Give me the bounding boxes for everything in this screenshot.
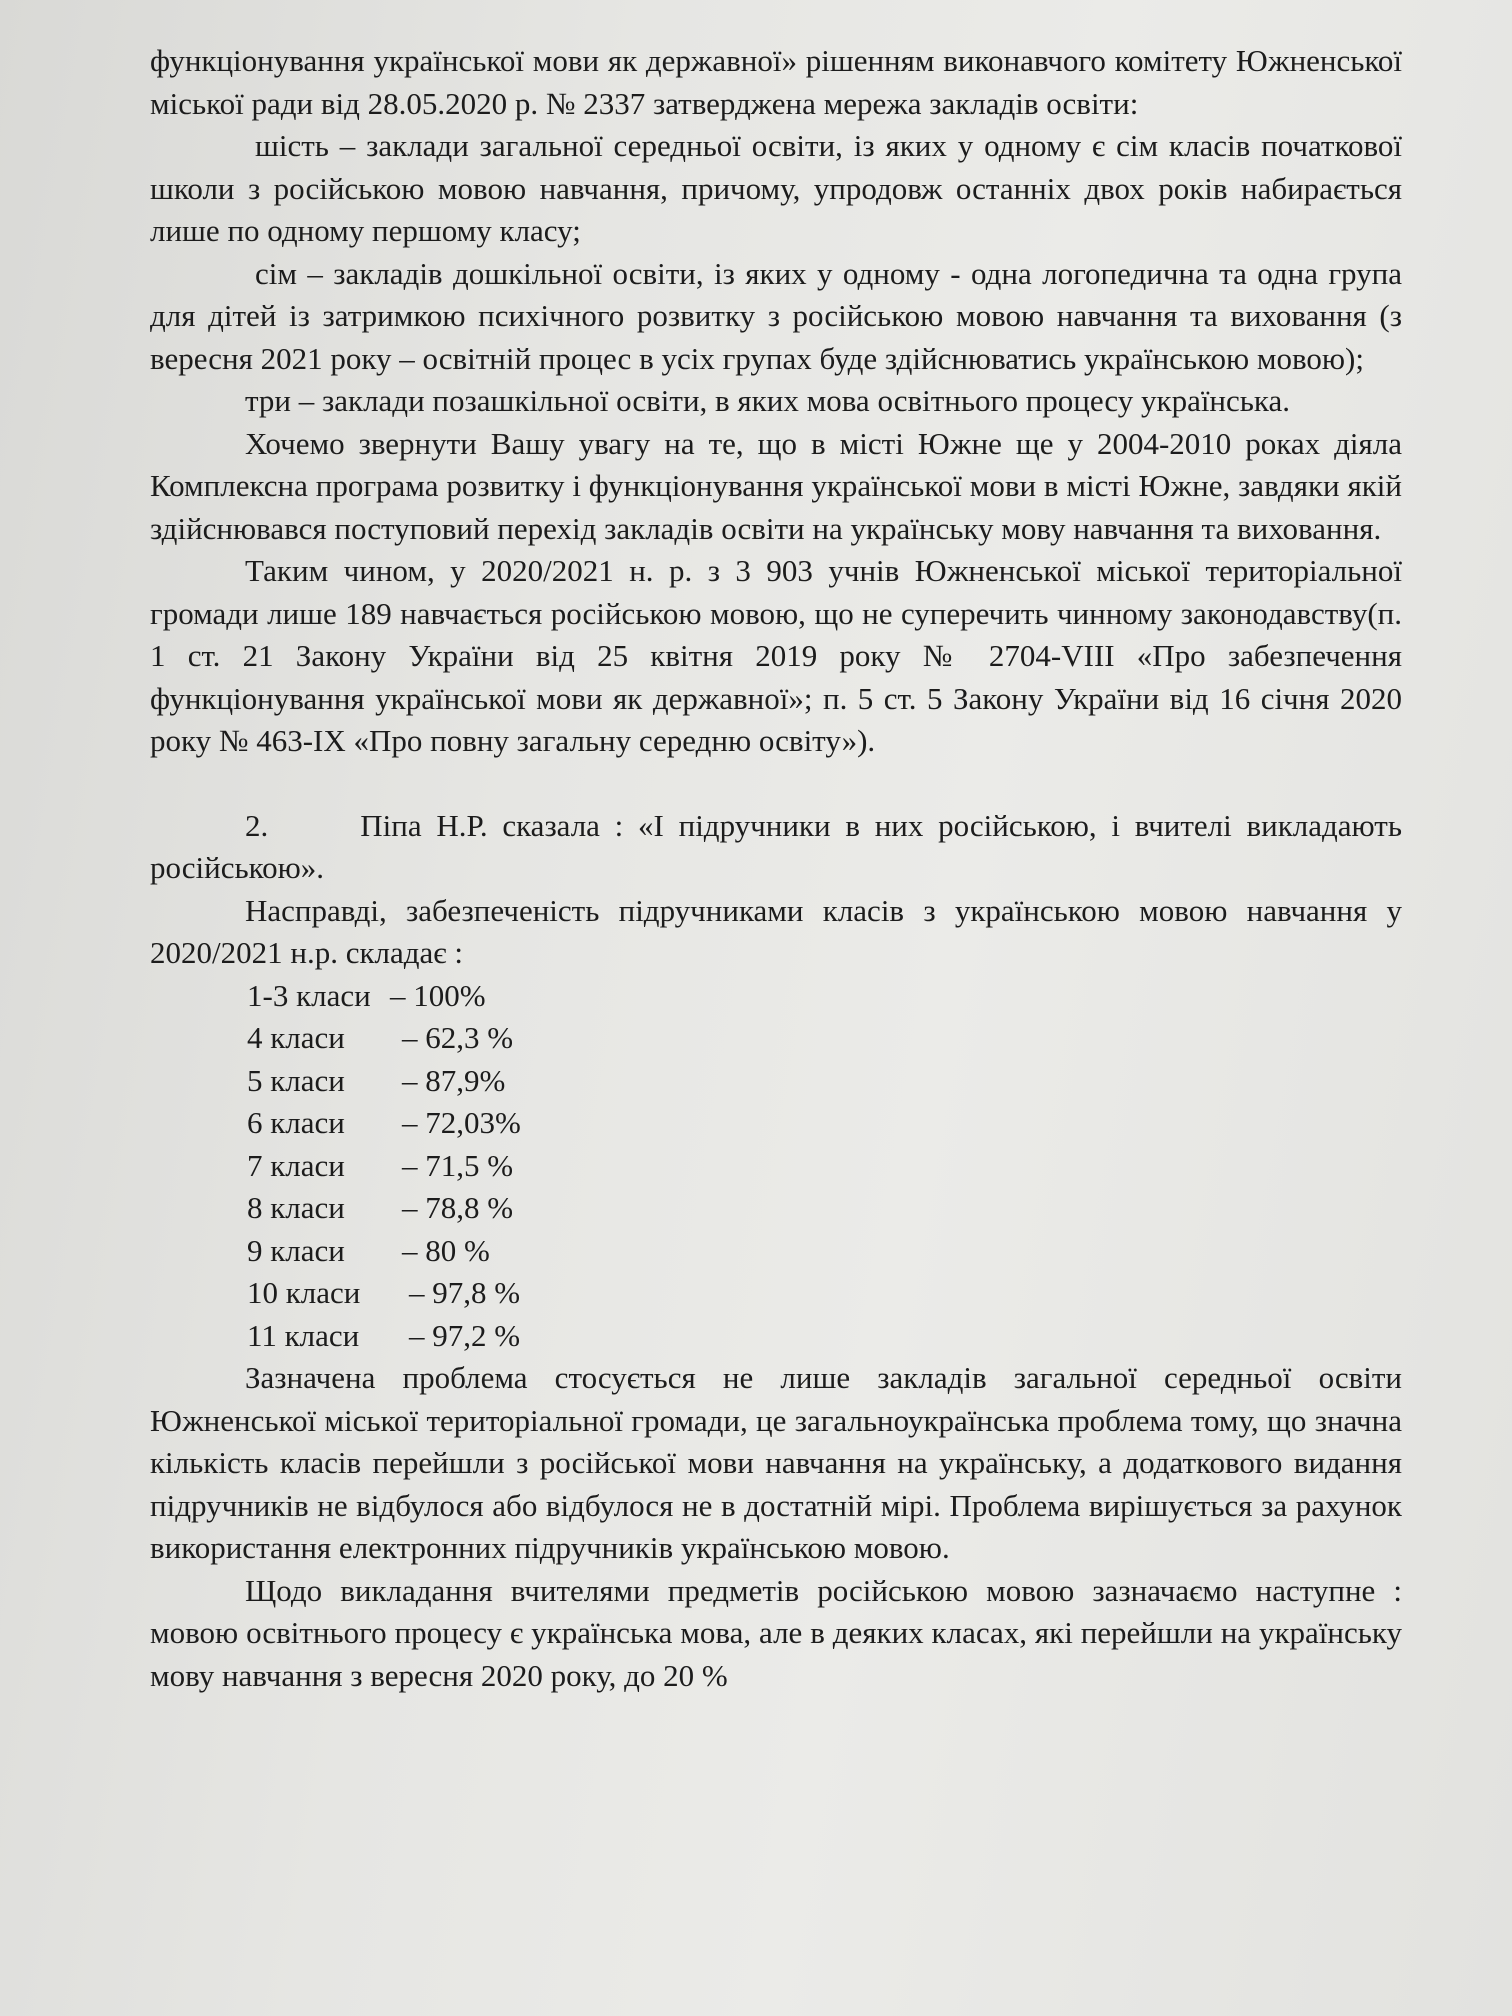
paragraph-teaching: Щодо викладання вчителями предметів російською мовою зазначаємо наступне : мовою освітнього процесу є українська мова, але в деяких класах, які перейшли на українську мову навчання з вересня 2020 року, до 20 % <box>150 1572 1402 1693</box>
blank-line <box>150 763 1402 805</box>
paragraph-textbooks-intro: Насправді, забезпеченість підручниками класів з українською мовою навчання у 2020/2021 н.р. складає : <box>150 892 1402 970</box>
grade-value: – 62,3 % <box>402 1020 514 1055</box>
item-number: 2. <box>245 807 269 843</box>
grade-value: – 97,2 % <box>409 1317 521 1353</box>
list-item <box>247 1187 1402 1230</box>
grade-value: – 100% <box>390 977 486 1013</box>
paragraph-extracurricular: три – заклади позашкільної освіти, в яких мова освітнього процесу українська. <box>245 383 1291 418</box>
paragraph-preschool: сім – закладів дошкільної освіти, із яких у одному - одна логопедична та одна група для дітей із затримкою психічного розвитку з російською мовою навчання та виховання (з вересня 2021 року – освітній процес в усіх групах буде здійснюватись українською мовою); <box>150 255 1402 376</box>
paragraph-problem: Зазначена проблема стосується не лише закладів загальної середньої освіти Южненської міської територіальної громади, це загальноукраїнська проблема тому, що значна кількість класів перейшли з російської мови навчання на українську, а додаткового видання підручників не відбулося або відбулося не в достатній мірі. Проблема вирішується за рахунок використання електронних підручників українською мовою. <box>150 1360 1402 1565</box>
paragraph-schools: шість – заклади загальної середньої освіти, із яких у одному є сім класів початкової школи з російською мовою навчання, причому, упродовж останніх двох років набирається лише по одному першому класу; <box>150 128 1402 248</box>
list-item <box>247 1315 1402 1358</box>
grade-value: – 80 % <box>402 1232 490 1268</box>
item-text: Піпа Н.Р. сказала : «І підручники в них російською, і вчителі викладають російською». <box>150 807 1402 885</box>
grade-label: 1-3 класи <box>247 977 371 1013</box>
grade-value: – 71,5 % <box>402 1147 514 1183</box>
list-item <box>247 1017 1402 1060</box>
list-item <box>247 1060 1402 1103</box>
list-item <box>247 1230 1402 1273</box>
list-item <box>247 1145 1402 1188</box>
grade-label: 5 класи <box>247 1062 345 1098</box>
item-2 <box>150 805 1402 890</box>
grade-value: – 78,8 % <box>402 1190 514 1225</box>
grade-label: 7 класи <box>247 1147 345 1183</box>
paragraph-program: Хочемо звернути Вашу увагу на те, що в місті Южне ще у 2004-2010 роках діяла Комплексна програма розвитку і функціонування української мови в місті Южне, завдяки якій здійснювався поступовий перехід закладів освіти на українську мову навчання та виховання. <box>150 425 1402 546</box>
grade-label: 11 класи <box>247 1317 360 1353</box>
list-item <box>247 1102 1402 1145</box>
grade-value: – 87,9% <box>402 1062 506 1098</box>
grade-label: 4 класи <box>247 1020 345 1055</box>
grade-label: 8 класи <box>247 1190 345 1225</box>
grade-label: 10 класи <box>247 1275 361 1310</box>
paragraph-stats: Таким чином, у 2020/2021 н. р. з 3 903 учнів Южненської міської територіальної громади лише 189 навчається російською мовою, що не суперечить чинному законодавству(п. 1 ст. 21 Закону України від 25 квітня 2019 року № 2704-VIII «Про забезпечення функціонування української мови як державної»; п. 5 ст. 5 Закону України від 16 січня 2020 року № 463-IX «Про повну загальну середню освіту»). <box>150 553 1402 758</box>
textbook-coverage-list <box>150 975 1402 1358</box>
grade-value: – 97,8 % <box>409 1275 521 1310</box>
list-item <box>247 1272 1402 1315</box>
list-item <box>247 975 1402 1018</box>
paragraph-intro: функціонування української мови як державної» рішенням виконавчого комітету Южненської міської ради від 28.05.2020 р. № 2337 затверджена мережа закладів освіти: <box>150 43 1402 121</box>
grade-label: 6 класи <box>247 1105 345 1140</box>
grade-label: 9 класи <box>247 1232 345 1268</box>
grade-value: – 72,03% <box>402 1105 521 1140</box>
